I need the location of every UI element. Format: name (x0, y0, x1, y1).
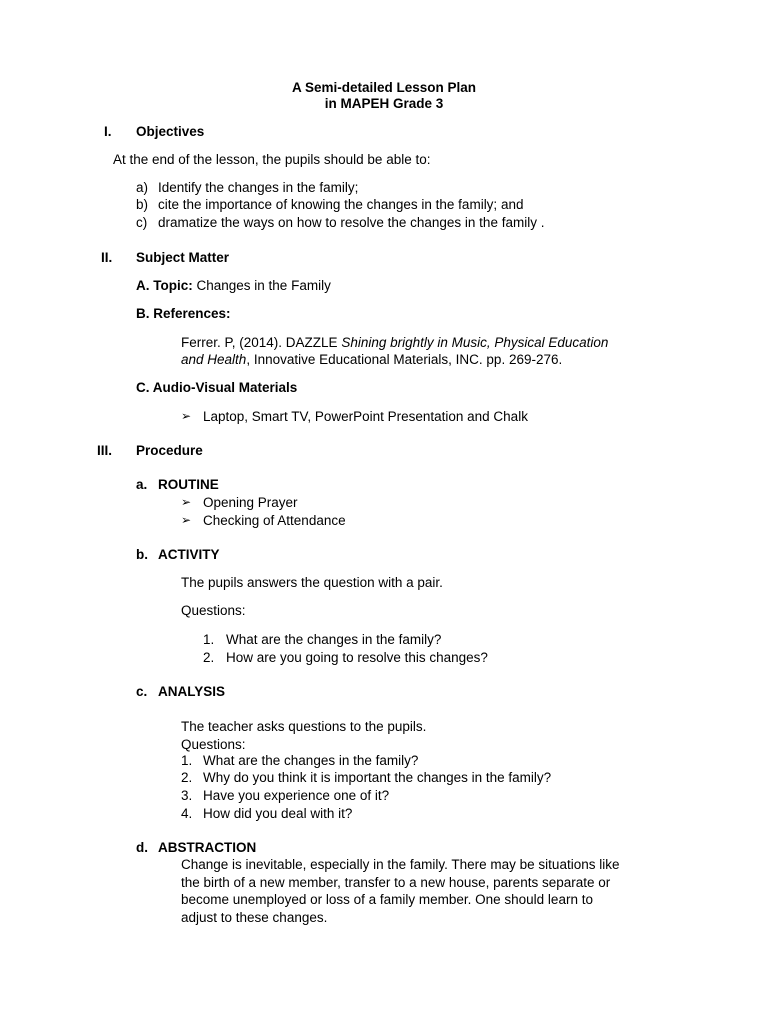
activity-questions-label: Questions: (181, 603, 246, 618)
objectives-heading: Objectives (136, 124, 205, 139)
question-number: 1. (181, 753, 193, 768)
reference-title-cont: and Health (181, 352, 247, 367)
subject-matter-heading: Subject Matter (136, 250, 230, 265)
references-label: B. References: (136, 306, 231, 321)
question-number: 2. (181, 770, 193, 785)
av-materials-label: C. Audio-Visual Materials (136, 380, 298, 395)
abstraction-line: adjust to these changes. (181, 910, 328, 925)
topic-label: A. Topic: (136, 278, 193, 293)
title-line-2: in MAPEH Grade 3 (324, 96, 444, 111)
question-number: 1. (203, 632, 215, 647)
arrow-bullet-icon: ➢ (181, 409, 192, 423)
question-text: What are the changes in the family? (203, 753, 419, 768)
objectives-intro: At the end of the lesson, the pupils should be able to: (113, 152, 431, 167)
topic-line (136, 277, 331, 294)
title-line-1: A Semi-detailed Lesson Plan (291, 80, 477, 95)
reference-line-1 (181, 334, 608, 351)
abstraction-line: Change is inevitable, especially in the family. There may be situations like (181, 857, 620, 872)
objective-item: cite the importance of knowing the changes in the family; and (158, 197, 524, 212)
procedure-numeral: III. (97, 443, 113, 458)
routine-marker: a. (136, 477, 148, 492)
objective-item: Identify the changes in the family; (158, 180, 359, 195)
reference-author: Ferrer. P, (2014). DAZZLE (181, 335, 342, 350)
objective-marker: b) (136, 197, 149, 212)
question-number: 4. (181, 806, 193, 821)
question-text: Why do you think it is important the changes in the family? (203, 770, 552, 785)
av-materials-item: Laptop, Smart TV, PowerPoint Presentation and Chalk (203, 409, 528, 424)
abstraction-line: the birth of a new member, transfer to a new house, parents separate or (181, 875, 611, 890)
activity-marker: b. (136, 547, 148, 562)
analysis-marker: c. (136, 684, 148, 699)
analysis-text: The teacher asks questions to the pupils. (181, 719, 427, 734)
objective-marker: a) (136, 180, 149, 195)
routine-item: Checking of Attendance (203, 513, 346, 528)
question-text: How did you deal with it? (203, 806, 353, 821)
analysis-heading: ANALYSIS (158, 684, 226, 699)
question-number: 3. (181, 788, 193, 803)
question-text: What are the changes in the family? (226, 632, 442, 647)
question-text: How are you going to resolve this changes? (226, 650, 488, 665)
reference-title: Shining brightly in Music, Physical Education (341, 335, 609, 350)
analysis-questions-label: Questions: (181, 737, 246, 752)
procedure-heading: Procedure (136, 443, 203, 458)
question-text: Have you experience one of it? (203, 788, 390, 803)
question-number: 2. (203, 650, 215, 665)
abstraction-marker: d. (136, 840, 148, 855)
reference-line-2 (181, 351, 562, 368)
topic-value: Changes in the Family (192, 278, 331, 293)
arrow-bullet-icon: ➢ (181, 495, 192, 509)
abstraction-heading: ABSTRACTION (158, 840, 257, 855)
activity-heading: ACTIVITY (158, 547, 220, 562)
objectives-numeral: I. (104, 124, 112, 139)
routine-heading: ROUTINE (158, 477, 219, 492)
abstraction-line: become unemployed or loss of a family member. One should learn to (181, 892, 593, 907)
objective-marker: c) (136, 215, 148, 230)
reference-publisher: , Innovative Educational Materials, INC. pp. 269-276. (246, 352, 563, 367)
subject-matter-numeral: II. (101, 250, 113, 265)
arrow-bullet-icon: ➢ (181, 513, 192, 527)
objective-item: dramatize the ways on how to resolve the changes in the family . (158, 215, 545, 230)
activity-text: The pupils answers the question with a pair. (181, 575, 443, 590)
routine-item: Opening Prayer (203, 495, 298, 510)
